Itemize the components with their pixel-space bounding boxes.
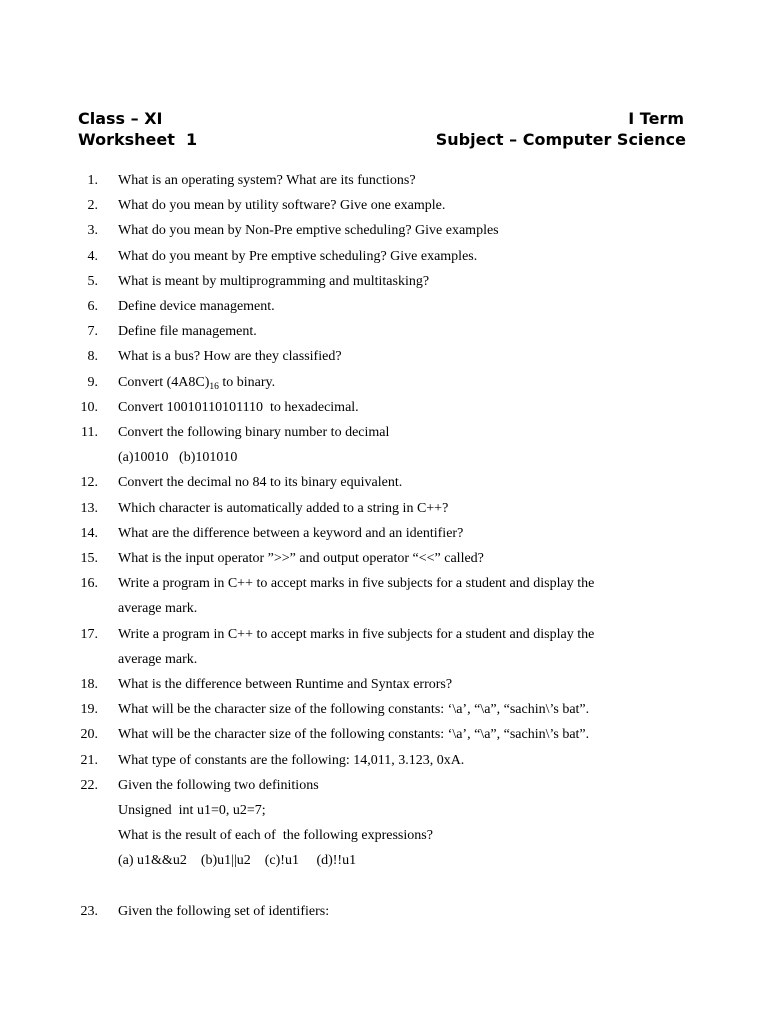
question-text: Convert 10010110101110 to hexadecimal. xyxy=(118,399,359,415)
term-label: I Term xyxy=(628,109,684,128)
question-number: 22. xyxy=(80,777,98,793)
question-number: 18. xyxy=(80,677,98,693)
class-label: Class – XI xyxy=(78,109,163,128)
question-20 xyxy=(78,722,718,747)
worksheet-title: Worksheet 1 xyxy=(78,130,198,149)
header-row-1 xyxy=(78,108,686,129)
question-6 xyxy=(78,294,718,319)
question-text: Which character is automatically added to a string in C++? xyxy=(118,500,449,516)
question-continuation: Unsigned int u1=0, u2=7; xyxy=(118,803,266,819)
question-4 xyxy=(78,244,718,269)
question-text: What is the input operator ”>>” and output operator “<<” called? xyxy=(118,551,484,567)
question-8 xyxy=(78,344,718,369)
question-number: 15. xyxy=(80,551,98,567)
question-number: 11. xyxy=(81,425,98,441)
question-number: 9. xyxy=(87,374,98,390)
question-text: What do you meant by Pre emptive scheduling? Give examples. xyxy=(118,248,478,264)
question-3 xyxy=(78,218,718,243)
question-number: 7. xyxy=(87,324,98,340)
question-text: Write a program in C++ to accept marks in five subjects for a student and display the xyxy=(118,576,595,592)
question-11 xyxy=(78,420,718,470)
question-number: 23. xyxy=(80,903,98,919)
question-text: Convert the decimal no 84 to its binary equivalent. xyxy=(118,475,403,491)
question-21 xyxy=(78,748,718,773)
question-number: 21. xyxy=(80,752,98,768)
question-number: 13. xyxy=(80,500,98,516)
question-continuation: average mark. xyxy=(118,601,198,617)
question-text: Given the following set of identifiers: xyxy=(118,903,330,919)
subject-label: Subject – Computer Science xyxy=(435,130,686,149)
question-16 xyxy=(78,571,718,621)
question-text: What are the difference between a keyword and an identifier? xyxy=(118,525,464,541)
question-continuation: What is the result of each of the following expressions? xyxy=(118,828,433,844)
question-number: 4. xyxy=(87,248,98,264)
question-text: What type of constants are the following: 14,011, 3.123, 0xA. xyxy=(118,752,465,768)
question-number: 10. xyxy=(80,399,98,415)
question-number: 14. xyxy=(80,525,98,541)
question-15 xyxy=(78,546,718,571)
base-subscript: 16 xyxy=(209,381,219,392)
question-number: 5. xyxy=(87,273,98,289)
question-text: What do you mean by utility software? Give one example. xyxy=(118,198,446,214)
question-number: 12. xyxy=(80,475,98,491)
question-continuation: (a)10010 (b)101010 xyxy=(118,450,238,466)
question-text-before: Convert (4A8C) xyxy=(118,374,210,390)
question-number: 1. xyxy=(87,173,98,188)
question-number: 17. xyxy=(80,626,98,642)
question-number: 19. xyxy=(80,702,98,718)
question-7 xyxy=(78,319,718,344)
question-9 xyxy=(78,370,718,395)
question-17 xyxy=(78,622,718,672)
question-text: What is a bus? How are they classified? xyxy=(118,349,342,365)
question-number: 2. xyxy=(87,198,98,214)
question-13 xyxy=(78,496,718,521)
question-number: 6. xyxy=(87,299,98,315)
question-text: What is an operating system? What are its functions? xyxy=(118,173,416,188)
header-row-2 xyxy=(78,129,686,150)
question-text: What do you mean by Non-Pre emptive scheduling? Give examples xyxy=(118,223,499,239)
question-number: 16. xyxy=(80,576,98,592)
question-10 xyxy=(78,395,718,420)
question-12 xyxy=(78,470,718,495)
question-text: What will be the character size of the following constants: ‘\a’, “\a”, “sachin\’s bat”. xyxy=(118,702,590,718)
question-1 xyxy=(78,168,718,193)
question-text: Write a program in C++ to accept marks in five subjects for a student and display the xyxy=(118,626,595,642)
question-text xyxy=(118,375,275,390)
question-text-after: to binary. xyxy=(218,374,276,390)
question-list xyxy=(78,168,718,924)
question-23 xyxy=(78,899,718,924)
question-text: What is the difference between Runtime and Syntax errors? xyxy=(118,677,453,693)
question-number: 20. xyxy=(80,727,98,743)
question-22 xyxy=(78,773,718,874)
question-continuation: average mark. xyxy=(118,651,198,667)
question-number: 3. xyxy=(87,223,98,239)
question-number: 8. xyxy=(87,349,98,365)
question-text: What is meant by multiprogramming and multitasking? xyxy=(118,273,430,289)
question-14 xyxy=(78,521,718,546)
question-text: Convert the following binary number to decimal xyxy=(118,425,390,441)
question-text: Given the following two definitions xyxy=(118,777,319,793)
question-text: What will be the character size of the following constants: ‘\a’, “\a”, “sachin\’s bat”. xyxy=(118,727,590,743)
question-text: Define file management. xyxy=(118,324,257,340)
question-continuation: (a) u1&&u2 (b)u1||u2 (c)!u1 (d)!!u1 xyxy=(118,853,357,869)
question-5 xyxy=(78,269,718,294)
question-2 xyxy=(78,193,718,218)
question-19 xyxy=(78,697,718,722)
question-text: Define device management. xyxy=(118,299,275,315)
question-18 xyxy=(78,672,718,697)
